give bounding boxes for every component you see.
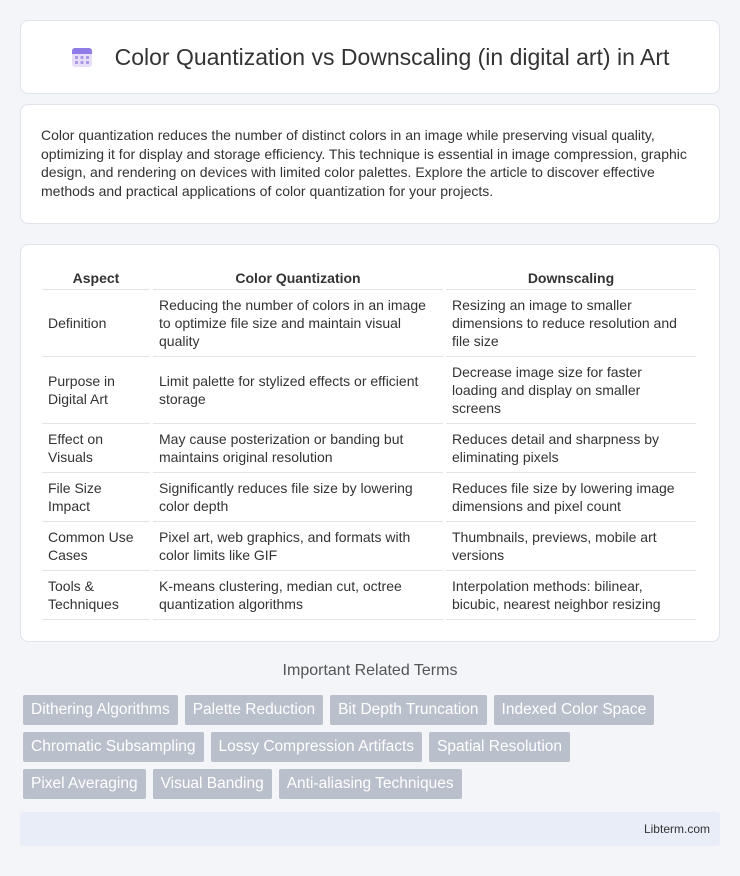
- table-row: [42, 473, 696, 522]
- cell-color-quantization: Significantly reduces file size by lowering color depth: [153, 473, 443, 522]
- table-row: [42, 424, 696, 473]
- intro-card: [20, 104, 720, 224]
- cell-color-quantization: Limit palette for stylized effects or efficient storage: [153, 357, 443, 424]
- tag-lossy-compression-artifacts[interactable]: Lossy Compression Artifacts: [211, 732, 423, 762]
- header-aspect: Aspect: [42, 266, 150, 290]
- tag-pixel-averaging[interactable]: Pixel Averaging: [23, 769, 146, 799]
- cell-color-quantization: Pixel art, web graphics, and formats with color limits like GIF: [153, 522, 443, 571]
- tag-palette-reduction[interactable]: Palette Reduction: [185, 695, 323, 725]
- cell-color-quantization: May cause posterization or banding but maintains original resolution: [153, 424, 443, 473]
- page-title-text: Color Quantization vs Downscaling (in digital art) in Art: [114, 43, 670, 70]
- tag-row: [23, 769, 723, 799]
- footer-site-link[interactable]: Libterm.com: [643, 822, 710, 836]
- cell-aspect: Common Use Cases: [42, 522, 150, 571]
- header-color-quantization: Color Quantization: [153, 266, 443, 290]
- tag-bit-depth-truncation[interactable]: Bit Depth Truncation: [330, 695, 486, 725]
- tag-indexed-color-space[interactable]: Indexed Color Space: [494, 695, 655, 725]
- cell-aspect: Effect on Visuals: [42, 424, 150, 473]
- calendar-icon: [71, 46, 93, 68]
- tag-spatial-resolution[interactable]: Spatial Resolution: [429, 732, 570, 762]
- tag-visual-banding[interactable]: Visual Banding: [153, 769, 272, 799]
- page-title: [71, 44, 670, 71]
- table-row: [42, 522, 696, 571]
- comparison-table: [39, 266, 699, 620]
- cell-downscaling: Interpolation methods: bilinear, bicubic, nearest neighbor resizing: [446, 571, 696, 620]
- tag-chromatic-subsampling[interactable]: Chromatic Subsampling: [23, 732, 204, 762]
- table-row: [42, 290, 696, 357]
- title-card: [20, 20, 720, 94]
- cell-downscaling: Reduces detail and sharpness by eliminating pixels: [446, 424, 696, 473]
- tag-row: [23, 732, 723, 762]
- cell-aspect: Purpose in Digital Art: [42, 357, 150, 424]
- cell-color-quantization: K-means clustering, median cut, octree quantization algorithms: [153, 571, 443, 620]
- cell-aspect: Tools & Techniques: [42, 571, 150, 620]
- footer: [20, 812, 720, 846]
- table-row: [42, 571, 696, 620]
- table-row: [42, 357, 696, 424]
- related-terms-title: Important Related Terms: [282, 662, 458, 679]
- cell-downscaling: Thumbnails, previews, mobile art versions: [446, 522, 696, 571]
- cell-color-quantization: Reducing the number of colors in an image to optimize file size and maintain visual quality: [153, 290, 443, 357]
- cell-aspect: Definition: [42, 290, 150, 357]
- comparison-card: [20, 244, 720, 642]
- tag-dithering-algorithms[interactable]: Dithering Algorithms: [23, 695, 178, 725]
- cell-downscaling: Resizing an image to smaller dimensions to reduce resolution and file size: [446, 290, 696, 357]
- header-downscaling: Downscaling: [446, 266, 696, 290]
- table-header-row: [42, 266, 696, 290]
- intro-text: Color quantization reduces the number of distinct colors in an image while preserving visual quality, optimizing it for display and storage efficiency. This technique is essential in image compression, graphic design, and rendering on devices with limited color palettes. Explore the article to discover effective methods and practical applications of color quantization for your projects.: [41, 127, 687, 199]
- cell-downscaling: Decrease image size for faster loading and display on smaller screens: [446, 357, 696, 424]
- tag-anti-aliasing-techniques[interactable]: Anti-aliasing Techniques: [279, 769, 462, 799]
- cell-aspect: File Size Impact: [42, 473, 150, 522]
- related-terms: [23, 695, 723, 806]
- tag-row: [23, 695, 723, 725]
- cell-downscaling: Reduces file size by lowering image dimensions and pixel count: [446, 473, 696, 522]
